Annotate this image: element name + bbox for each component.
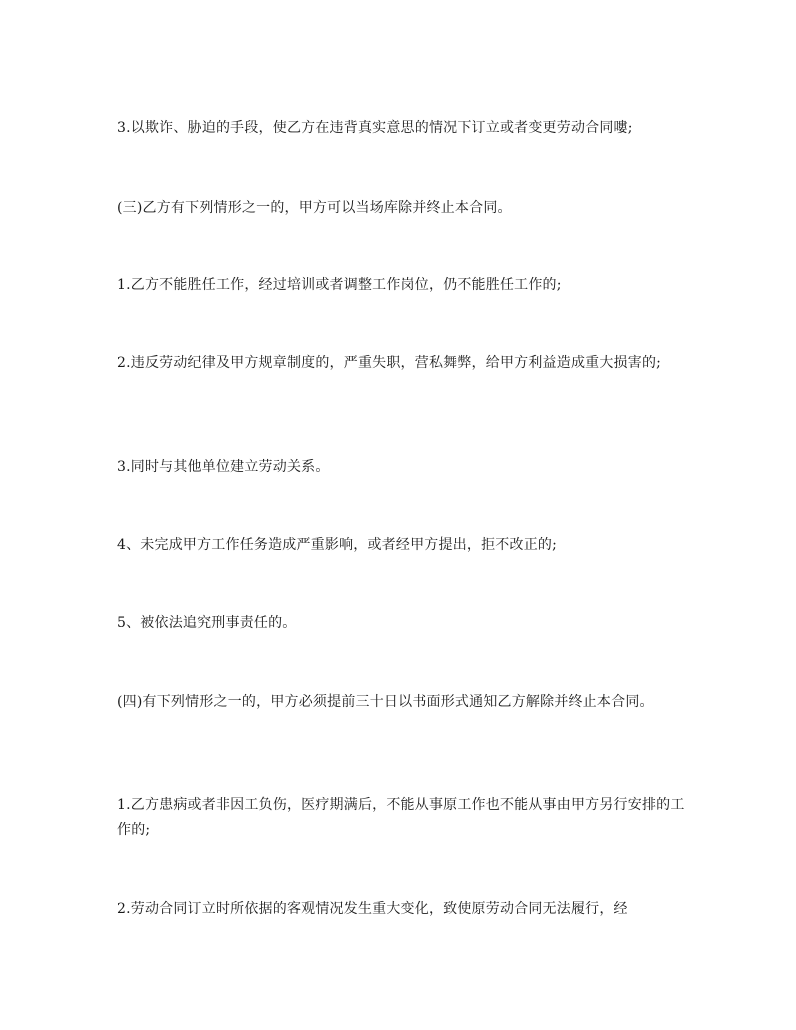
paragraph-item-5-criminal: 5、被依法追究刑事责任的。 xyxy=(117,615,297,631)
paragraph-item-2-discipline: 2.违反劳动纪律及甲方规章制度的，严重失职，营私舞弊，给甲方利益造成重大损害的; xyxy=(117,355,662,371)
paragraph-item-3-dual-employment: 3.同时与其他单位建立劳动关系。 xyxy=(117,459,330,475)
paragraph-item-4-tasks: 4、未完成甲方工作任务造成严重影响，或者经甲方提出，拒不改正的; xyxy=(117,537,558,553)
paragraph-item-1-illness: 1.乙方患病或者非因工负伤，医疗期满后，不能从事原工作也不能从事由甲方另行安排的工作的; xyxy=(117,797,685,838)
paragraph-item-1-incompetent: 1.乙方不能胜任工作，经过培训或者调整工作岗位，仍不能胜任工作的; xyxy=(117,277,562,293)
paragraph-item-2-circumstances: 2.劳动合同订立时所依据的客观情况发生重大变化，致使原劳动合同无法履行，经 xyxy=(117,901,628,917)
paragraph-section-3-heading: (三)乙方有下列情形之一的，甲方可以当场库除并终止本合同。 xyxy=(117,200,512,216)
paragraph-clause-3-fraud: 3.以欺诈、胁迫的手段，使乙方在违背真实意思的情况下订立或者变更劳动合同嘍; xyxy=(117,120,633,136)
paragraph-section-4-heading: (四)有下列情形之一的，甲方必须提前三十日以书面形式通知乙方解除并终止本合同。 xyxy=(117,694,654,710)
